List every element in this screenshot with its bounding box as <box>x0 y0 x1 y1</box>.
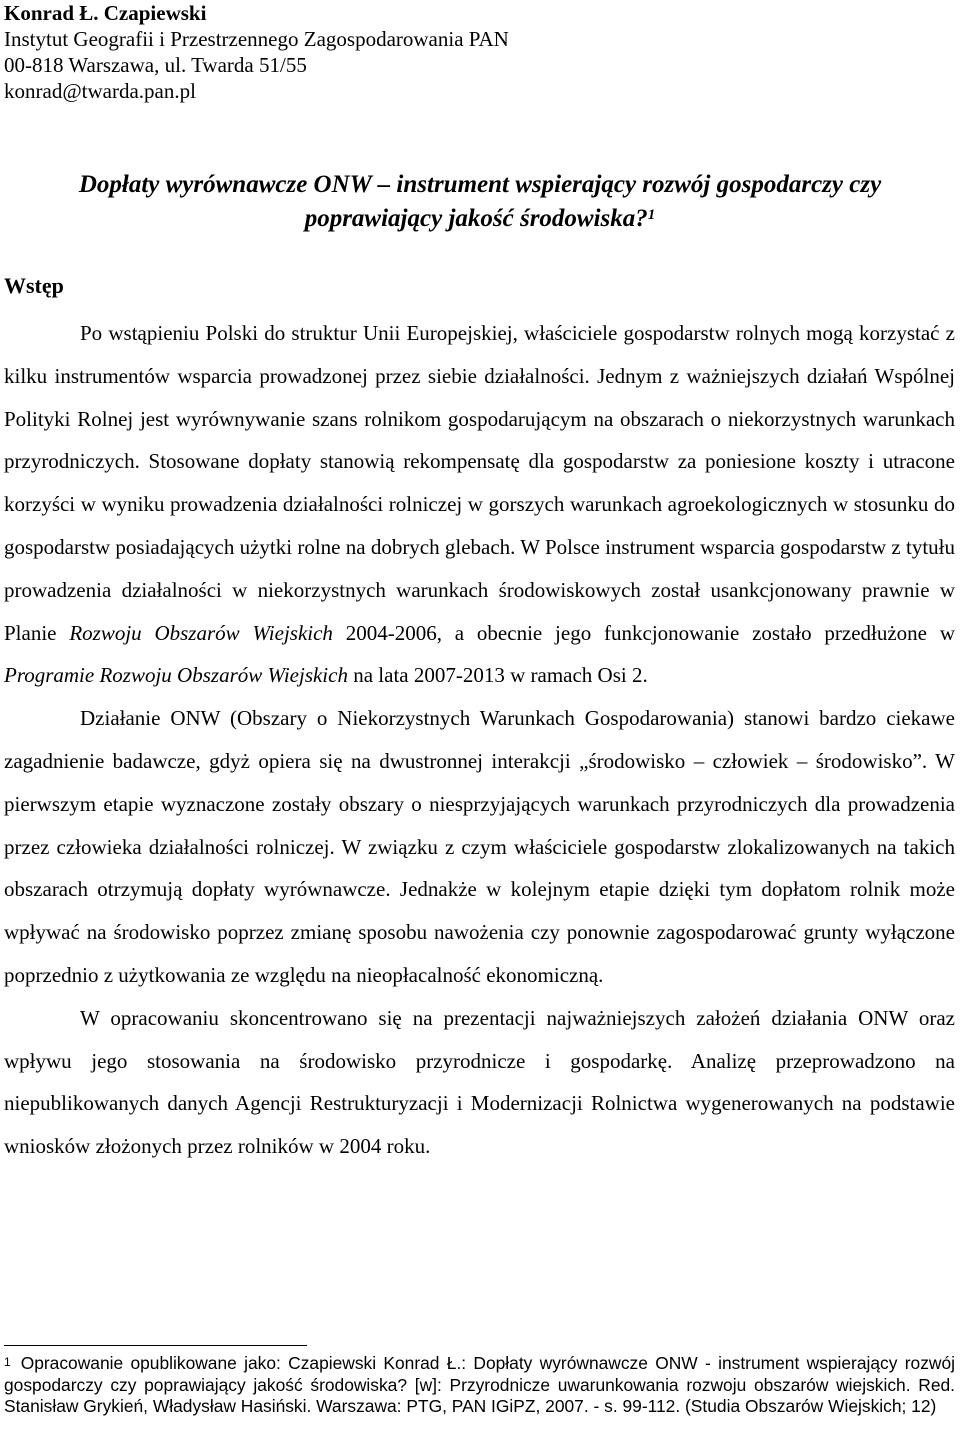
paragraph-1 <box>4 312 955 697</box>
section-heading: Wstęp <box>4 273 64 298</box>
paper-title <box>0 168 960 236</box>
author-institute: Instytut Geografii i Przestrzennego Zagospodarowania PAN <box>4 27 509 51</box>
title-line-1: Dopłaty wyrównawcze ONW – instrument wspierający rozwój gospodarczy czy <box>78 171 882 198</box>
title-line-2-text: poprawiający jakość środowiska? <box>304 205 648 232</box>
paragraph-1-text-b: 2004-2006, a obecnie jego funkcjonowanie zostało przedłużone w <box>332 620 955 645</box>
paragraph-1-text-c: na lata 2007-2013 w ramach Osi 2. <box>347 663 648 688</box>
title-footnote-mark: 1 <box>647 207 656 223</box>
footnote <box>4 1353 955 1418</box>
body-text <box>4 312 955 1168</box>
footnote-text: Opracowanie opublikowane jako: Czapiewski Konrad Ł.: Dopłaty wyrównawcze ONW - instrument wspierający rozwój gospodarczy czy poprawiający jakość środowiska? [w]: Przyrodnicze uwarunkowania rozwoju obszarów wiejskich. Red. Stanisław Grykień, Władysław Hasiński. Warszawa: PTG, PAN IGiPZ, 2007. - s. 99-112. (Studia Obszarów Wiejskich; 12) <box>4 1353 955 1416</box>
author-name: Konrad Ł. Czapiewski <box>4 1 207 25</box>
footnote-separator <box>4 1345 307 1346</box>
title-line-2 <box>0 202 960 236</box>
author-block <box>4 0 509 104</box>
paragraph-3: W opracowaniu skoncentrowano się na prezentacji najważniejszych założeń działania ONW oraz wpływu jego stosowania na środowisko przyrodnicze i gospodarkę. Analizę przeprowadzono na niepublikowanych danych Agencji Restrukturyzacji i Modernizacji Rolnictwa wygenerowanych na podstawie wniosków złożonych przez rolników w 2004 roku. <box>4 1005 955 1159</box>
author-email: konrad@twarda.pan.pl <box>4 79 196 103</box>
author-address: 00-818 Warszawa, ul. Twarda 51/55 <box>4 53 307 77</box>
paragraph-2: Działanie ONW (Obszary o Niekorzystnych Warunkach Gospodarowania) stanowi bardzo ciekawe zagadnienie badawcze, gdyż opiera się na dwustronnej interakcji „środowisko – człowiek – środowisko”. W pierwszym etapie wyznaczone zostały obszary o niesprzyjających warunkach przyrodniczych dla prowadzenia przez człowieka działalności rolniczej. W związku z czym właściciele gospodarstw zlokalizowanych na takich obszarach otrzymują dopłaty wyrównawcze. Jednakże w kolejnym etapie dzięki tym dopłatom rolnik może wpływać na środowisko poprzez zmianę sposobu nawożenia czy ponownie zagospodarować grunty wyłączone poprzednio z użytkowania ze względu na nieopłacalność ekonomiczną. <box>4 706 955 987</box>
footnote-mark: 1 <box>4 1355 11 1369</box>
paragraph-1-italic-b: Programie Rozwoju Obszarów Wiejskich <box>4 663 348 688</box>
paragraph-1-italic-a: Rozwoju Obszarów Wiejskich <box>69 620 333 645</box>
paragraph-1-text-a: Po wstąpieniu Polski do struktur Unii Europejskiej, właściciele gospodarstw rolnych mogą korzystać z kilku instrumentów wsparcia prowadzonej przez siebie działalności. Jednym z ważniejszych działań Wspólnej Polityki Rolnej jest wyrównywanie szans rolnikom gospodarującym na obszarach o niekorzystnych warunkach przyrodniczych. Stosowane dopłaty stanowią rekompensatę dla gospodarstw za poniesione koszty i utracone korzyści w wyniku prowadzenia działalności rolniczej w gorszych warunkach agroekologicznych w stosunku do gospodarstw posiadających użytki rolne na dobrych glebach. W Polsce instrument wsparcia gospodarstw z tytułu prowadzenia działalności w niekorzystnych warunkach środowiskowych został usankcjonowany prawnie w Planie <box>4 321 955 645</box>
